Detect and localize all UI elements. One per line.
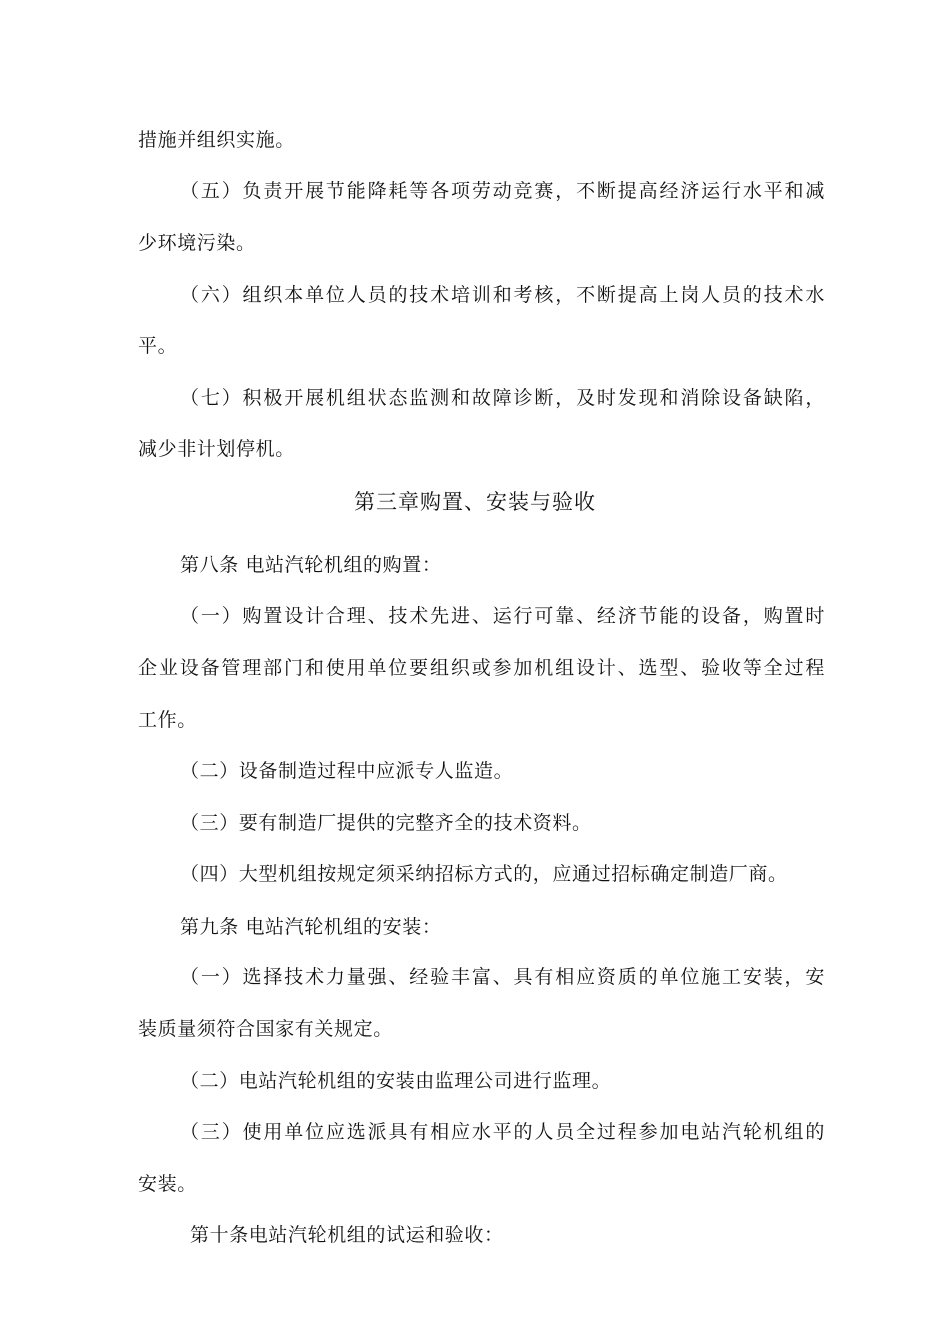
paragraph-line: （一）选择技术力量强、经验丰富、具有相应资质的单位施工安装，安	[180, 966, 825, 988]
paragraph-line: （三）使用单位应选派具有相应水平的人员全过程参加电站汽轮机组的	[180, 1121, 825, 1143]
paragraph-line: （二）电站汽轮机组的安装由监理公司进行监理。	[180, 1070, 612, 1092]
paragraph-line: 减少非计划停机。	[138, 438, 295, 460]
paragraph-line: 措施并组织实施。	[138, 129, 295, 151]
paragraph-line: 安装。	[138, 1173, 197, 1195]
chapter-heading: 第三章购置、安装与验收	[354, 490, 596, 514]
article-title: 第十条电站汽轮机组的试运和验收：	[190, 1224, 504, 1246]
paragraph-line: （六）组织本单位人员的技术培训和考核，不断提高上岗人员的技术水	[180, 284, 825, 306]
paragraph-line: （七）积极开展机组状态监测和故障诊断，及时发现和消除设备缺陷，	[180, 387, 825, 409]
paragraph-line: （三）要有制造厂提供的完整齐全的技术资料。	[180, 812, 592, 834]
paragraph-line: 工作。	[138, 709, 197, 731]
paragraph-line: 平。	[138, 335, 178, 357]
paragraph-line: （一）购置设计合理、技术先进、运行可靠、经济节能的设备，购置时	[180, 605, 825, 627]
paragraph-line: 装质量须符合国家有关规定。	[138, 1018, 393, 1040]
paragraph-line: 少环境污染。	[138, 232, 256, 254]
paragraph-line: 企业设备管理部门和使用单位要组织或参加机组设计、选型、验收等全过程	[138, 657, 825, 679]
article-title: 第九条 电站汽轮机组的安装：	[180, 916, 442, 938]
paragraph-line: （二）设备制造过程中应派专人监造。	[180, 760, 514, 782]
paragraph-line: （四）大型机组按规定须采纳招标方式的，应通过招标确定制造厂商。	[180, 863, 788, 885]
paragraph-line: （五）负责开展节能降耗等各项劳动竞赛，不断提高经济运行水平和减	[180, 180, 825, 202]
article-title: 第八条 电站汽轮机组的购置：	[180, 554, 442, 576]
